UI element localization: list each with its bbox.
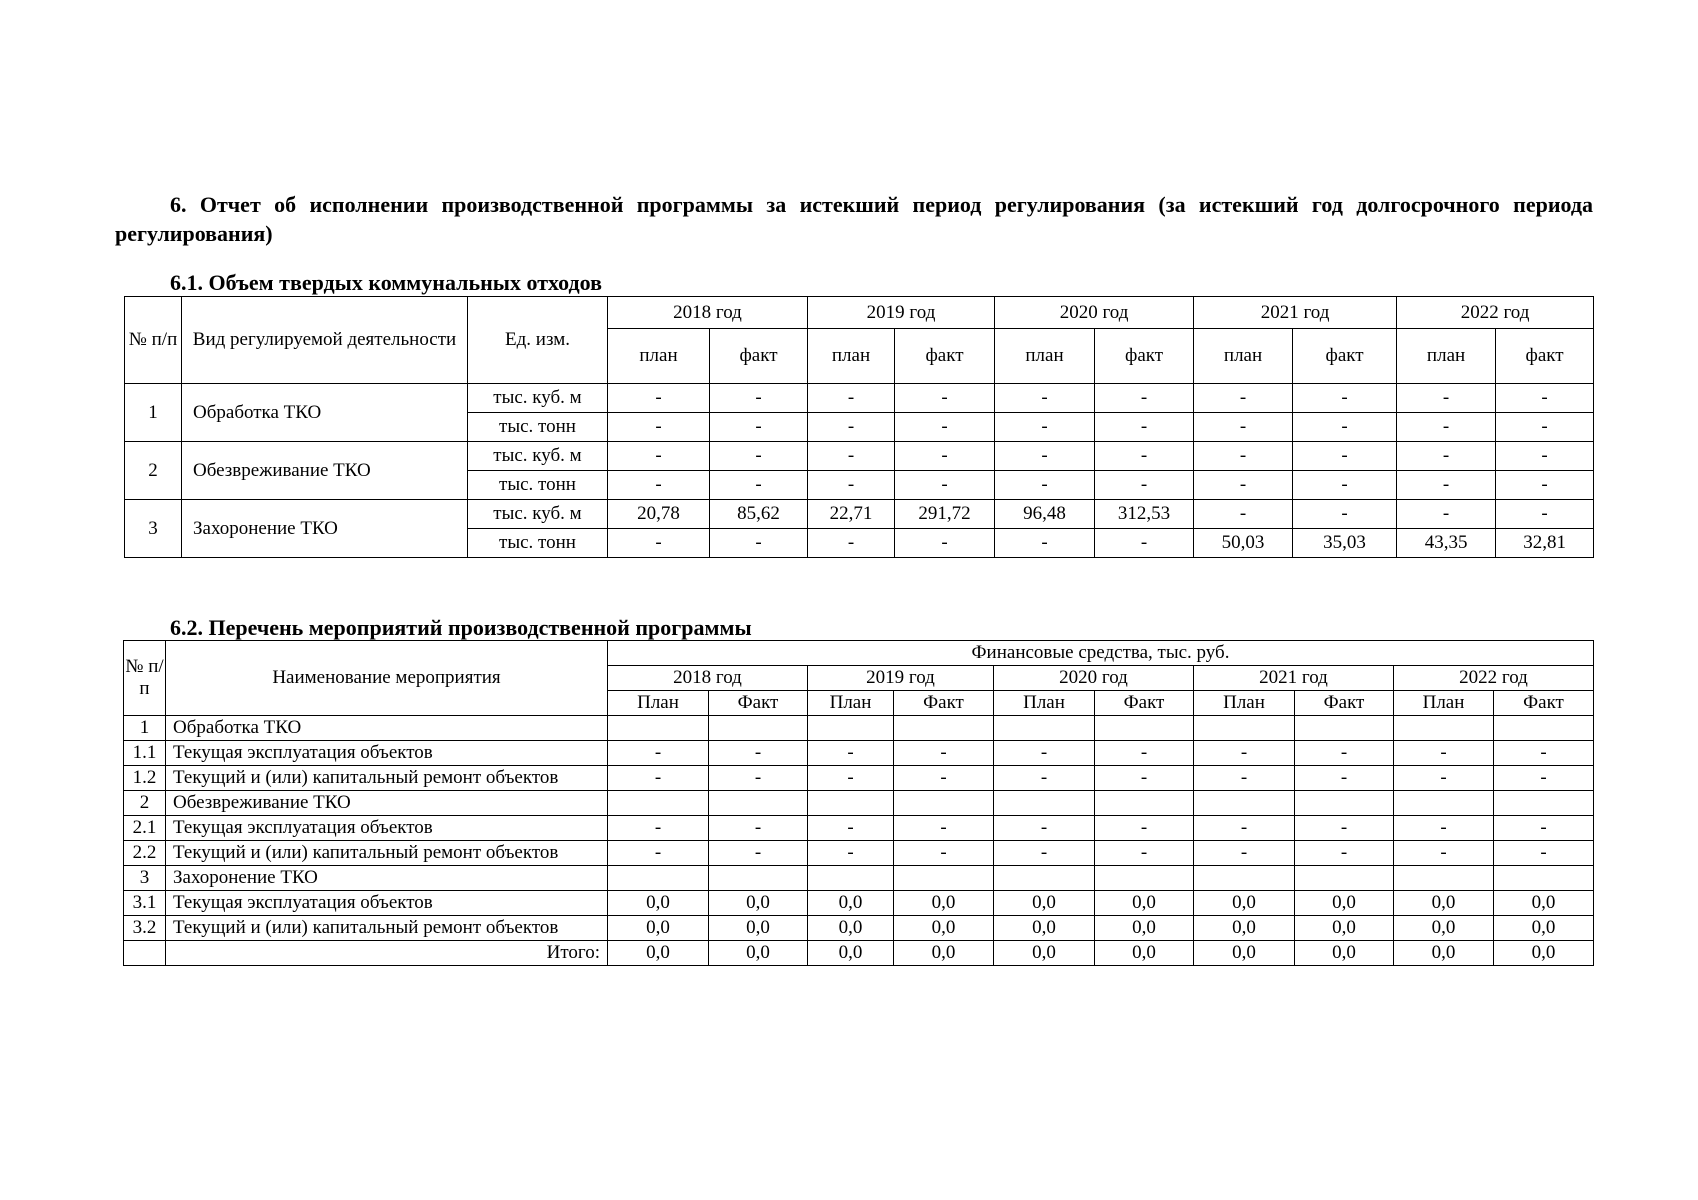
value-cell: 0,0 <box>808 916 894 941</box>
value-cell: - <box>608 384 710 413</box>
total-value-cell: 0,0 <box>1494 941 1594 966</box>
unit-cell: тыс. тонн <box>468 413 608 442</box>
value-cell: - <box>710 442 808 471</box>
value-cell: - <box>808 816 894 841</box>
value-cell: 0,0 <box>994 891 1095 916</box>
unit-cell: тыс. куб. м <box>468 442 608 471</box>
value-cell: - <box>995 471 1095 500</box>
row-number: 2.2 <box>124 841 166 866</box>
activity-name: Захоронение ТКО <box>166 866 608 891</box>
plan-header: план <box>995 329 1095 384</box>
fact-header: факт <box>1293 329 1397 384</box>
col-num-header: № п/п <box>124 641 166 716</box>
value-cell: - <box>1494 841 1594 866</box>
value-cell <box>1295 866 1394 891</box>
value-cell: - <box>1095 384 1194 413</box>
year-header: 2019 год <box>808 666 994 691</box>
value-cell: - <box>1194 471 1293 500</box>
value-cell: - <box>1496 384 1594 413</box>
value-cell: - <box>709 816 808 841</box>
value-cell: - <box>1293 471 1397 500</box>
program-activities-table <box>123 640 1594 966</box>
plan-header: план <box>1194 329 1293 384</box>
row-number: 2.1 <box>124 816 166 841</box>
value-cell <box>709 791 808 816</box>
value-cell: 96,48 <box>995 500 1095 529</box>
year-header: 2020 год <box>994 666 1194 691</box>
value-cell: - <box>1397 500 1496 529</box>
value-cell <box>1194 866 1295 891</box>
row-number: 1 <box>125 384 182 442</box>
value-cell: 85,62 <box>710 500 808 529</box>
value-cell: - <box>1394 841 1494 866</box>
value-cell: - <box>1194 413 1293 442</box>
value-cell: - <box>608 442 710 471</box>
fact-header: факт <box>1095 329 1194 384</box>
value-cell: 0,0 <box>894 916 994 941</box>
unit-cell: тыс. куб. м <box>468 384 608 413</box>
value-cell: 0,0 <box>608 916 709 941</box>
value-cell: - <box>808 741 894 766</box>
value-cell <box>608 791 709 816</box>
value-cell: - <box>895 384 995 413</box>
value-cell: 0,0 <box>608 891 709 916</box>
activity-name: Обезвреживание ТКО <box>182 442 468 500</box>
value-cell: - <box>1194 741 1295 766</box>
activity-name: Обработка ТКО <box>182 384 468 442</box>
fact-header: Факт <box>1295 691 1394 716</box>
value-cell: - <box>608 413 710 442</box>
value-cell <box>808 791 894 816</box>
value-cell: - <box>894 741 994 766</box>
activity-name: Текущий и (или) капитальный ремонт объектов <box>166 766 608 791</box>
value-cell: - <box>1496 442 1594 471</box>
year-header: 2022 год <box>1397 297 1594 329</box>
value-cell: 0,0 <box>994 916 1095 941</box>
year-header: 2019 год <box>808 297 995 329</box>
value-cell <box>608 866 709 891</box>
table-row <box>124 716 1594 741</box>
value-cell: - <box>808 841 894 866</box>
value-cell: - <box>1397 442 1496 471</box>
value-cell <box>894 866 994 891</box>
finance-header: Финансовые средства, тыс. руб. <box>608 641 1594 666</box>
table-row <box>125 500 1594 529</box>
value-cell: - <box>1095 413 1194 442</box>
value-cell: - <box>1295 816 1394 841</box>
value-cell: - <box>994 816 1095 841</box>
total-empty-cell <box>124 941 166 966</box>
value-cell: - <box>1194 766 1295 791</box>
value-cell: 0,0 <box>808 891 894 916</box>
value-cell: 0,0 <box>1295 891 1394 916</box>
plan-header: план <box>808 329 895 384</box>
value-cell: - <box>710 529 808 558</box>
value-cell: 50,03 <box>1194 529 1293 558</box>
value-cell: - <box>1496 500 1594 529</box>
unit-cell: тыс. куб. м <box>468 500 608 529</box>
value-cell: - <box>808 384 895 413</box>
col-name-header: Наименование мероприятия <box>166 641 608 716</box>
fact-header: Факт <box>894 691 994 716</box>
value-cell: - <box>710 413 808 442</box>
table2-header-finance <box>124 641 1594 666</box>
value-cell: - <box>710 471 808 500</box>
value-cell: - <box>1095 766 1194 791</box>
row-number: 1.1 <box>124 741 166 766</box>
row-number: 3 <box>125 500 182 558</box>
row-number: 2 <box>124 791 166 816</box>
table-row <box>124 841 1594 866</box>
fact-header: факт <box>895 329 995 384</box>
value-cell <box>808 866 894 891</box>
value-cell: - <box>709 766 808 791</box>
value-cell: - <box>1293 384 1397 413</box>
total-value-cell: 0,0 <box>1394 941 1494 966</box>
row-number: 3.1 <box>124 891 166 916</box>
value-cell: - <box>1194 500 1293 529</box>
value-cell: - <box>995 529 1095 558</box>
value-cell: - <box>995 442 1095 471</box>
value-cell: - <box>894 841 994 866</box>
value-cell: - <box>1494 766 1594 791</box>
table-row <box>124 766 1594 791</box>
value-cell <box>1095 866 1194 891</box>
value-cell <box>994 791 1095 816</box>
value-cell <box>608 716 709 741</box>
value-cell: - <box>1397 384 1496 413</box>
value-cell: - <box>1394 741 1494 766</box>
section-1-title: 6.1. Объем твердых коммунальных отходов <box>170 270 602 295</box>
value-cell <box>808 716 894 741</box>
activity-name: Текущий и (или) капитальный ремонт объектов <box>166 841 608 866</box>
value-cell: 0,0 <box>1494 891 1594 916</box>
year-header: 2018 год <box>608 297 808 329</box>
table-row <box>124 791 1594 816</box>
total-value-cell: 0,0 <box>1194 941 1295 966</box>
value-cell: - <box>994 741 1095 766</box>
value-cell: - <box>1095 741 1194 766</box>
value-cell <box>1494 866 1594 891</box>
year-header: 2021 год <box>1194 666 1394 691</box>
row-number: 1 <box>124 716 166 741</box>
value-cell: - <box>995 413 1095 442</box>
value-cell <box>894 791 994 816</box>
unit-cell: тыс. тонн <box>468 471 608 500</box>
value-cell <box>1194 791 1295 816</box>
activity-name: Текущая эксплуатация объектов <box>166 816 608 841</box>
plan-header: План <box>1394 691 1494 716</box>
value-cell: - <box>1194 816 1295 841</box>
value-cell: - <box>709 841 808 866</box>
value-cell <box>1194 716 1295 741</box>
value-cell: - <box>895 529 995 558</box>
value-cell: - <box>709 741 808 766</box>
plan-header: план <box>1397 329 1496 384</box>
value-cell: - <box>808 471 895 500</box>
value-cell: - <box>895 413 995 442</box>
value-cell <box>894 716 994 741</box>
value-cell: 291,72 <box>895 500 995 529</box>
value-cell: - <box>1095 816 1194 841</box>
value-cell: - <box>1095 442 1194 471</box>
value-cell <box>709 716 808 741</box>
section-2-title: 6.2. Перечень мероприятий производственной программы <box>170 615 752 640</box>
col-num-header: № п/п <box>125 297 182 384</box>
table-row <box>124 816 1594 841</box>
waste-volume-table <box>124 296 1594 558</box>
value-cell: - <box>608 816 709 841</box>
value-cell: - <box>895 471 995 500</box>
value-cell: - <box>1293 413 1397 442</box>
total-value-cell: 0,0 <box>608 941 709 966</box>
fact-header: Факт <box>1494 691 1594 716</box>
value-cell <box>1394 791 1494 816</box>
activity-name: Текущая эксплуатация объектов <box>166 741 608 766</box>
value-cell: - <box>1293 500 1397 529</box>
table-row <box>125 384 1594 413</box>
report-heading: 6. Отчет об исполнении производственной программы за истекший период регулирования (за истекший год долгосрочного периода регулирования) <box>115 192 1593 246</box>
value-cell: - <box>808 766 894 791</box>
value-cell <box>1494 791 1594 816</box>
value-cell: 0,0 <box>709 891 808 916</box>
value-cell: - <box>1397 413 1496 442</box>
value-cell: - <box>1295 741 1394 766</box>
value-cell <box>709 866 808 891</box>
value-cell: 20,78 <box>608 500 710 529</box>
value-cell: 0,0 <box>1194 891 1295 916</box>
value-cell: - <box>1194 442 1293 471</box>
row-number: 3 <box>124 866 166 891</box>
activity-name: Обработка ТКО <box>166 716 608 741</box>
value-cell: - <box>894 816 994 841</box>
value-cell <box>994 866 1095 891</box>
value-cell: - <box>710 384 808 413</box>
value-cell: - <box>1494 816 1594 841</box>
value-cell: - <box>1194 841 1295 866</box>
value-cell: - <box>1095 529 1194 558</box>
fact-header: факт <box>1496 329 1594 384</box>
year-header: 2018 год <box>608 666 808 691</box>
fact-header: Факт <box>709 691 808 716</box>
fact-header: Факт <box>1095 691 1194 716</box>
value-cell <box>1394 866 1494 891</box>
value-cell: - <box>995 384 1095 413</box>
plan-header: План <box>608 691 709 716</box>
plan-header: план <box>608 329 710 384</box>
fact-header: факт <box>710 329 808 384</box>
value-cell <box>1295 791 1394 816</box>
value-cell <box>1295 716 1394 741</box>
col-activity-header: Вид регулируемой деятельности <box>182 297 468 384</box>
total-label: Итого: <box>166 941 608 966</box>
value-cell <box>994 716 1095 741</box>
value-cell: - <box>808 529 895 558</box>
activity-name: Захоронение ТКО <box>182 500 468 558</box>
value-cell: - <box>608 766 709 791</box>
value-cell: - <box>1496 471 1594 500</box>
value-cell: 0,0 <box>1295 916 1394 941</box>
total-value-cell: 0,0 <box>994 941 1095 966</box>
unit-cell: тыс. тонн <box>468 529 608 558</box>
value-cell: - <box>994 766 1095 791</box>
activity-name: Обезвреживание ТКО <box>166 791 608 816</box>
table-row <box>124 741 1594 766</box>
value-cell: - <box>894 766 994 791</box>
row-number: 3.2 <box>124 916 166 941</box>
value-cell: - <box>1494 741 1594 766</box>
value-cell: - <box>1095 841 1194 866</box>
value-cell: - <box>994 841 1095 866</box>
value-cell: 0,0 <box>709 916 808 941</box>
table-row <box>124 891 1594 916</box>
row-number: 1.2 <box>124 766 166 791</box>
table1-header-years <box>125 297 1594 329</box>
value-cell: - <box>1194 384 1293 413</box>
value-cell <box>1095 791 1194 816</box>
total-row <box>124 941 1594 966</box>
total-value-cell: 0,0 <box>808 941 894 966</box>
value-cell: - <box>1295 841 1394 866</box>
value-cell: 0,0 <box>1095 916 1194 941</box>
total-value-cell: 0,0 <box>894 941 994 966</box>
value-cell <box>1394 716 1494 741</box>
year-header: 2022 год <box>1394 666 1594 691</box>
value-cell: - <box>808 442 895 471</box>
value-cell: - <box>608 471 710 500</box>
value-cell: - <box>1394 816 1494 841</box>
value-cell: 0,0 <box>1394 916 1494 941</box>
activity-name: Текущая эксплуатация объектов <box>166 891 608 916</box>
plan-header: План <box>808 691 894 716</box>
value-cell: 43,35 <box>1397 529 1496 558</box>
activity-name: Текущий и (или) капитальный ремонт объектов <box>166 916 608 941</box>
year-header: 2021 год <box>1194 297 1397 329</box>
value-cell: - <box>1295 766 1394 791</box>
value-cell: 35,03 <box>1293 529 1397 558</box>
plan-header: План <box>1194 691 1295 716</box>
value-cell: - <box>1496 413 1594 442</box>
col-unit-header: Ед. изм. <box>468 297 608 384</box>
table-row <box>124 866 1594 891</box>
value-cell: 0,0 <box>894 891 994 916</box>
value-cell: - <box>1293 442 1397 471</box>
value-cell: - <box>608 529 710 558</box>
table-row <box>125 442 1594 471</box>
plan-header: План <box>994 691 1095 716</box>
value-cell: - <box>1397 471 1496 500</box>
row-number: 2 <box>125 442 182 500</box>
value-cell: 32,81 <box>1496 529 1594 558</box>
value-cell: - <box>1394 766 1494 791</box>
value-cell: 0,0 <box>1394 891 1494 916</box>
value-cell: 312,53 <box>1095 500 1194 529</box>
value-cell: - <box>1095 471 1194 500</box>
value-cell: 0,0 <box>1095 891 1194 916</box>
value-cell: - <box>608 741 709 766</box>
value-cell <box>1095 716 1194 741</box>
total-value-cell: 0,0 <box>709 941 808 966</box>
value-cell: 0,0 <box>1494 916 1594 941</box>
total-value-cell: 0,0 <box>1295 941 1394 966</box>
value-cell: - <box>808 413 895 442</box>
value-cell: 22,71 <box>808 500 895 529</box>
total-value-cell: 0,0 <box>1095 941 1194 966</box>
value-cell: - <box>608 841 709 866</box>
year-header: 2020 год <box>995 297 1194 329</box>
table-row <box>124 916 1594 941</box>
value-cell <box>1494 716 1594 741</box>
value-cell: - <box>895 442 995 471</box>
value-cell: 0,0 <box>1194 916 1295 941</box>
